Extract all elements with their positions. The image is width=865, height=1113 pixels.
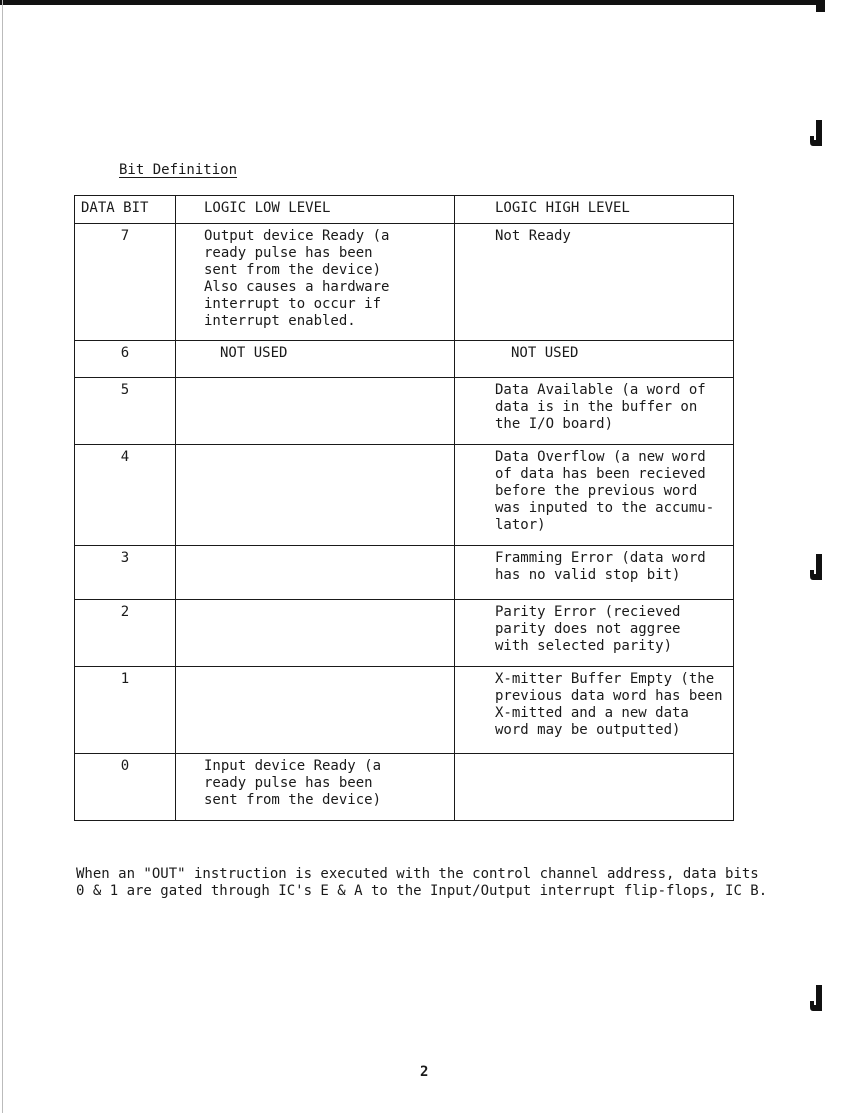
bit-cell: 6 [75,341,176,378]
bit-cell: 3 [75,546,176,600]
header-logic-low: LOGIC LOW LEVEL [176,196,455,224]
body-paragraph: When an "OUT" instruction is executed with the control channel address, data bits 0 & 1 are gated through IC's E & A to the Input/Output interrupt flip-flops, IC B. [76,866,768,899]
logic-high-cell: Not Ready [455,224,734,341]
table-row [75,378,734,445]
section-title: Bit Definition [119,162,238,178]
left-page-edge [2,0,3,1113]
table-row [75,600,734,667]
logic-low-cell: NOT USED [176,341,455,378]
logic-high-cell: NOT USED [455,341,734,378]
logic-high-cell: Data Available (a word of data is in the buffer on the I/O board) [455,378,734,445]
logic-high-cell: X-mitter Buffer Empty (the previous data word has been X-mitted and a new data word may be outputted) [455,667,734,754]
bit-cell: 0 [75,754,176,821]
header-logic-high: LOGIC HIGH LEVEL [455,196,734,224]
binder-clip-icon [810,985,823,1011]
bit-cell: 5 [75,378,176,445]
table-row [75,341,734,378]
logic-low-cell [176,546,455,600]
page-number: 2 [420,1064,429,1080]
logic-low-cell [176,667,455,754]
logic-low-cell: Input device Ready (a ready pulse has been sent from the device) [176,754,455,821]
binder-clip-icon [810,120,823,146]
bit-cell: 7 [75,224,176,341]
table-row [75,754,734,821]
logic-low-cell [176,378,455,445]
logic-high-cell: Framming Error (data word has no valid stop bit) [455,546,734,600]
bit-cell: 1 [75,667,176,754]
top-border-corner [816,0,825,12]
binder-clip-icon [810,554,823,580]
table-row [75,224,734,341]
logic-high-cell: Data Overflow (a new word of data has been recieved before the previous word was inputed to the accumu- lator) [455,445,734,546]
table-row [75,667,734,754]
header-data-bit: DATA BIT [75,196,176,224]
table-header-row [75,196,734,224]
table-row [75,445,734,546]
logic-high-cell: Parity Error (recieved parity does not aggree with selected parity) [455,600,734,667]
top-border-bar [0,0,825,5]
bit-cell: 4 [75,445,176,546]
bit-definition-table [74,195,734,821]
logic-low-cell: Output device Ready (a ready pulse has been sent from the device) Also causes a hardware interrupt to occur if interrupt enabled. [176,224,455,341]
logic-low-cell [176,445,455,546]
bit-cell: 2 [75,600,176,667]
logic-low-cell [176,600,455,667]
logic-high-cell [455,754,734,821]
table-row [75,546,734,600]
